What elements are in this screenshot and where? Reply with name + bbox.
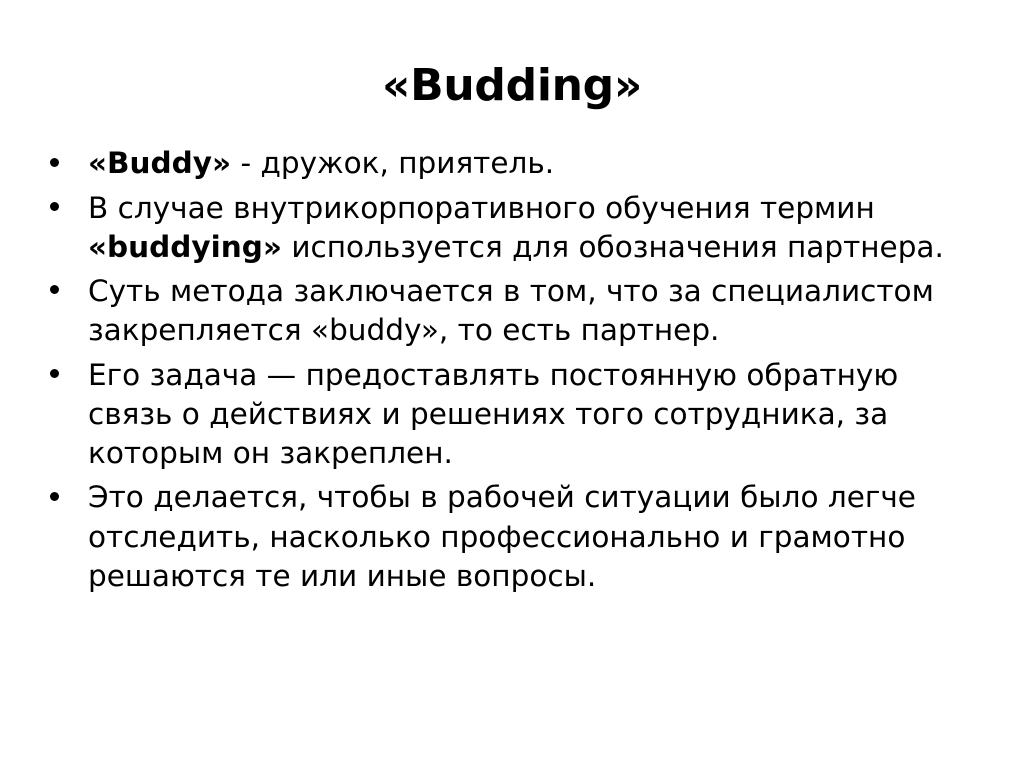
bullet-list (0, 144, 1024, 596)
bullet-dot-icon (50, 492, 59, 501)
bullet-dot-icon (50, 369, 59, 378)
list-item-text: «Buddy» - дружок, приятель. (88, 146, 555, 181)
page-title: «Budding» (382, 60, 642, 111)
list-item-text: В случае внутрикорпоративного обучения термин «buddying» используется для обозначения партнера. (88, 190, 944, 264)
list-item (38, 478, 964, 596)
bullet-dot-icon (50, 285, 59, 294)
list-item-text: Суть метода заключается в том, что за специалистом закрепляется «buddy», то есть партнер. (88, 274, 934, 348)
list-item (38, 144, 964, 183)
list-item (38, 356, 964, 474)
list-item-text: Его задача — предоставлять постоянную обратную связь о действиях и решениях того сотрудника, за которым он закреплен. (88, 357, 899, 471)
list-item (38, 189, 964, 267)
bullet-dot-icon (50, 202, 59, 211)
list-item (38, 272, 964, 350)
bullet-dot-icon (50, 158, 59, 167)
list-item-text: Это делается, чтобы в рабочей ситуации было легче отследить, насколько профессионально и грамотно решаются те или иные вопросы. (88, 480, 916, 593)
